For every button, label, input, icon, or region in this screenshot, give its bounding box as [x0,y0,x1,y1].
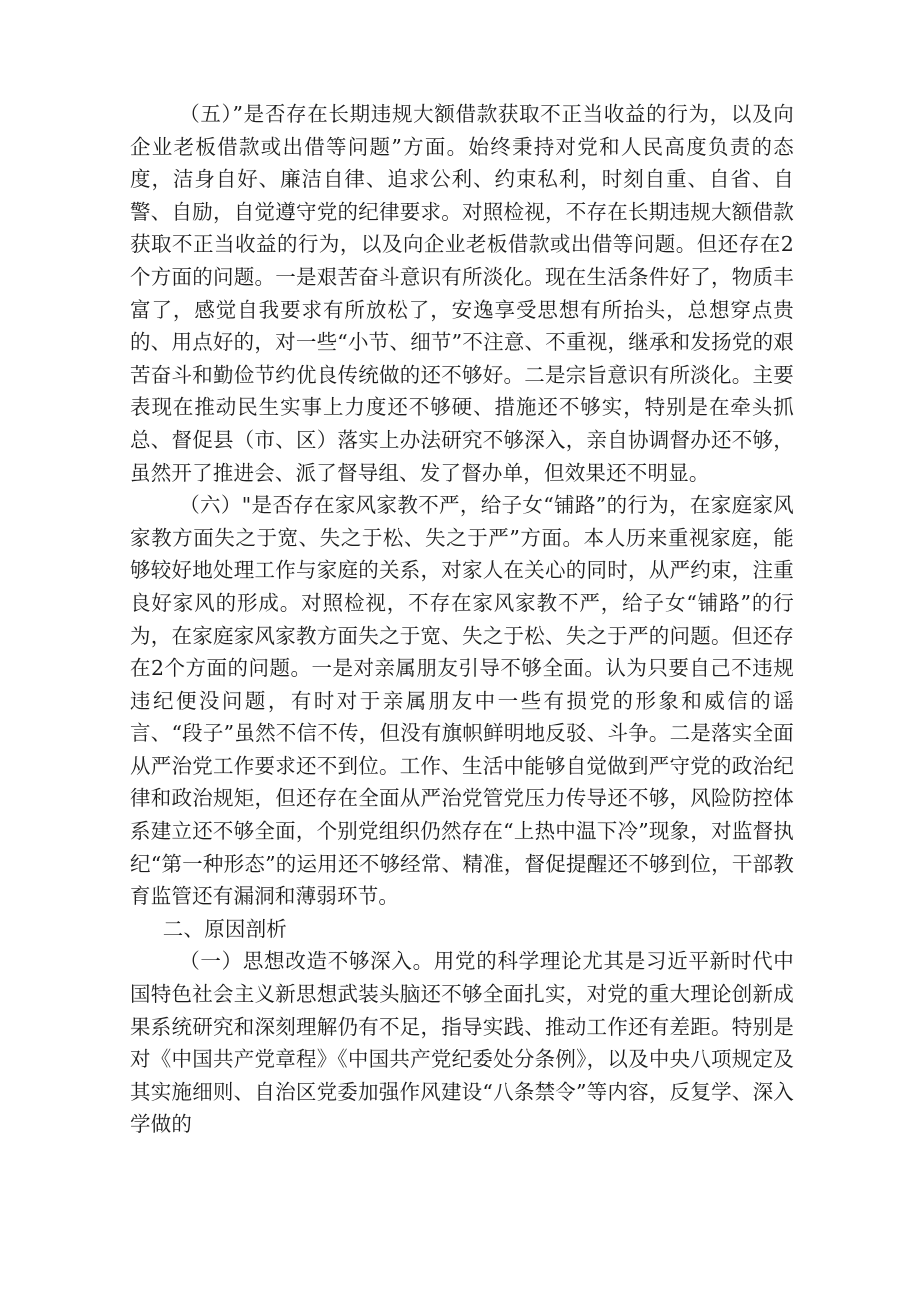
paragraph-section-six: （六）"是否存在家风家教不严，给子女“铺路”的行为，在家庭家风家教方面失之于宽、失之于松、失之于严”方面。本人历来重视家庭，能够较好地处理工作与家庭的关系，对家人在关心的同时，从严约束，注重良好家风的形成。对照检视，不存在家风家教不严，给子女“铺路”的行为，在家庭家风家教方面失之于宽、失之于松、失之于严的问题。但还存在2个方面的问题。一是对亲属朋友引导不够全面。认为只要自己不违规违纪便没问题，有时对于亲属朋友中一些有损党的形象和威信的谣言、“段子”虽然不信不传，但没有旗帜鲜明地反驳、斗争。二是落实全面从严治党工作要求还不到位。工作、生活中能够自觉做到严守党的政治纪律和政治规矩，但还存在全面从严治党管党压力传导还不够，风险防控体系建立还不够全面，个别党组织仍然存在“上热中温下冷”现象，对监督执纪“第一种形态”的运用还不够经常、精准，督促提醒还不够到位，干部教育监管还有漏洞和薄弱环节。 [130,493,794,909]
section-heading-cause-analysis: 二、原因剖析 [162,916,287,941]
document-body [130,98,794,1141]
paragraph-section-five: （五）”是否存在长期违规大额借款获取不正当收益的行为，以及向企业老板借款或出借等问题”方面。始终秉持对党和人民高度负责的态度，洁身自好、廉洁自律、追求公利、约束私利，时刻自重、自省、自警、自励，自觉遵守党的纪律要求。对照检视，不存在长期违规大额借款获取不正当收益的行为，以及向企业老板借款或出借等问题。但还存在2个方面的问题。一是艰苦奋斗意识有所淡化。现在生活条件好了，物质丰富了，感觉自我要求有所放松了，安逸享受思想有所抬头，总想穿点贵的、用点好的，对一些“小节、细节”不注意、不重视，继承和发扬党的艰苦奋斗和勤俭节约优良传统做的还不够好。二是宗旨意识有所淡化。主要表现在推动民生实事上力度还不够硬、措施还不够实，特别是在牵头抓总、督促县（市、区）落实上办法研究不够深入，亲自协调督办还不够，虽然开了推进会、派了督导组、发了督办单，但效果还不明显。 [130,102,794,485]
paragraph-cause-one: （一）思想改造不够深入。用党的科学理论尤其是习近平新时代中国特色社会主义新思想武装头脑还不够全面扎实，对党的重大理论创新成果系统研究和深刻理解仍有不足，指导实践、推动工作还有差距。特别是对《中国共产党章程》《中国共产党纪委处分条例》，以及中央八项规定及其实施细则、自治区党委加强作风建设“八条禁令”等内容，反复学、深入学做的 [130,949,794,1137]
